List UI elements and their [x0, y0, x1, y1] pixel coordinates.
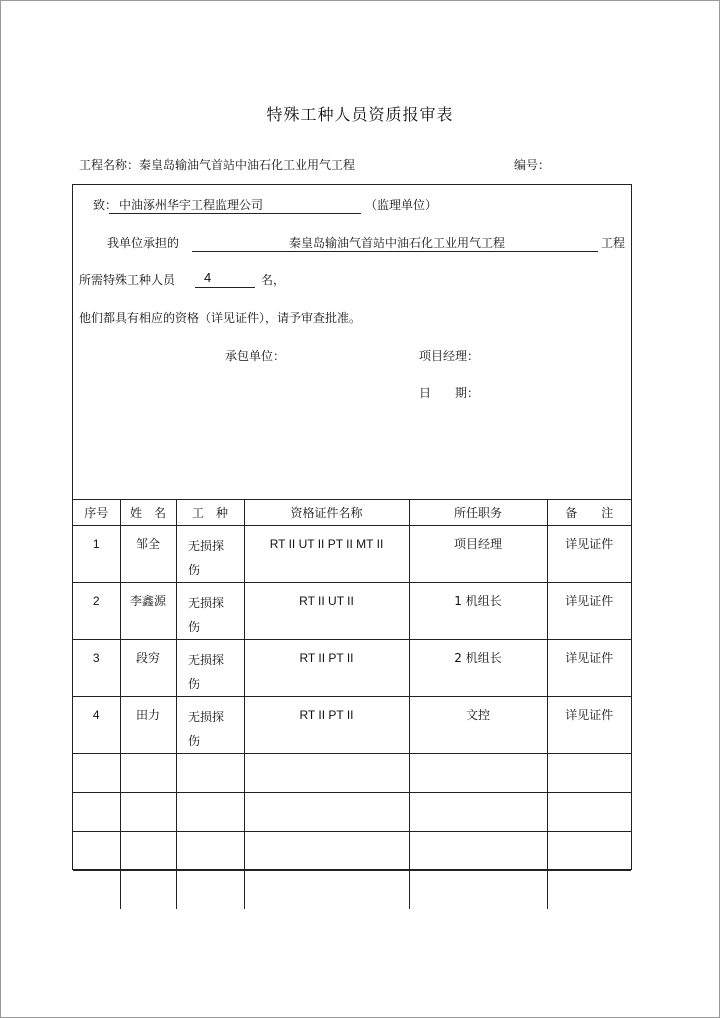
- empty-row: [73, 793, 631, 832]
- row-trade: 无损探伤: [188, 710, 225, 748]
- to-prefix: 致：: [93, 198, 118, 212]
- row-position: 1 机组长: [409, 583, 547, 640]
- date-label: 日 期：: [419, 386, 480, 400]
- row-remark: 详见证件: [547, 526, 631, 583]
- table-header-row: [73, 500, 631, 526]
- table-row: [73, 526, 631, 583]
- row-position: 2 机组长: [409, 640, 547, 697]
- header-seq: 序号: [73, 500, 120, 526]
- supervision-unit-underline: [109, 213, 361, 214]
- row-trade: 无损探伤: [188, 653, 225, 691]
- contractor-label: 承包单位：: [225, 349, 286, 363]
- to-suffix: （监理单位）: [365, 198, 438, 212]
- row-trade-cell: [176, 697, 244, 754]
- row-trade: 无损探伤: [188, 539, 225, 577]
- row-name: 段穷: [120, 640, 176, 697]
- row-remark: 详见证件: [547, 583, 631, 640]
- row-trade-cell: [176, 526, 244, 583]
- form-number-label: 编号：: [514, 158, 551, 172]
- staff-count: 4: [204, 270, 212, 285]
- table-row: [73, 697, 631, 754]
- page-title: 特殊工种人员资质报审表: [266, 105, 454, 124]
- supervision-unit-name: 中油涿州华宇工程监理公司: [119, 198, 264, 212]
- row-name: 田力: [120, 697, 176, 754]
- row-trade-cell: [176, 640, 244, 697]
- row-remark: 详见证件: [547, 697, 631, 754]
- row-name: 李鑫源: [120, 583, 176, 640]
- row-seq: 4: [73, 697, 120, 754]
- row-seq: 3: [73, 640, 120, 697]
- staff-table: [73, 499, 631, 909]
- undertaken-project-name: 秦皇岛输油气首站中油石化工业用气工程: [289, 236, 506, 250]
- staff-count-suffix: 名，: [261, 273, 286, 287]
- row-name: 邹全: [120, 526, 176, 583]
- project-name-line: 工程名称：秦皇岛输油气首站中油石化工业用气工程: [79, 158, 356, 172]
- row-trade-cell: [176, 583, 244, 640]
- form-frame: [72, 184, 632, 870]
- row-remark: 详见证件: [547, 640, 631, 697]
- header-remark: 备 注: [547, 500, 631, 526]
- row-seq: 2: [73, 583, 120, 640]
- empty-row: [73, 754, 631, 793]
- header-trade: 工 种: [176, 500, 244, 526]
- qualification-statement: 他们都具有相应的资格（详见证件），请予审查批准。: [79, 311, 362, 325]
- row-certificate: RT II UT II PT II MT II: [244, 526, 409, 583]
- empty-row: [73, 871, 631, 910]
- table-row: [73, 583, 631, 640]
- undertake-prefix: 我单位承担的: [107, 236, 180, 250]
- project-manager-label: 项目经理：: [419, 349, 480, 363]
- row-position: 文控: [409, 697, 547, 754]
- row-trade: 无损探伤: [188, 596, 225, 634]
- project-name-underline: [192, 251, 598, 252]
- row-seq: 1: [73, 526, 120, 583]
- header-certificate: 资格证件名称: [244, 500, 409, 526]
- row-certificate: RT II PT II: [244, 697, 409, 754]
- table-row: [73, 640, 631, 697]
- header-position: 所任职务: [409, 500, 547, 526]
- row-position: 项目经理: [409, 526, 547, 583]
- row-certificate: RT II UT II: [244, 583, 409, 640]
- header-name: 姓 名: [120, 500, 176, 526]
- empty-row: [73, 832, 631, 871]
- undertake-suffix: 工程: [601, 236, 626, 250]
- staff-count-underline: [195, 287, 255, 288]
- row-certificate: RT II PT II: [244, 640, 409, 697]
- staff-count-prefix: 所需特殊工种人员: [79, 273, 176, 287]
